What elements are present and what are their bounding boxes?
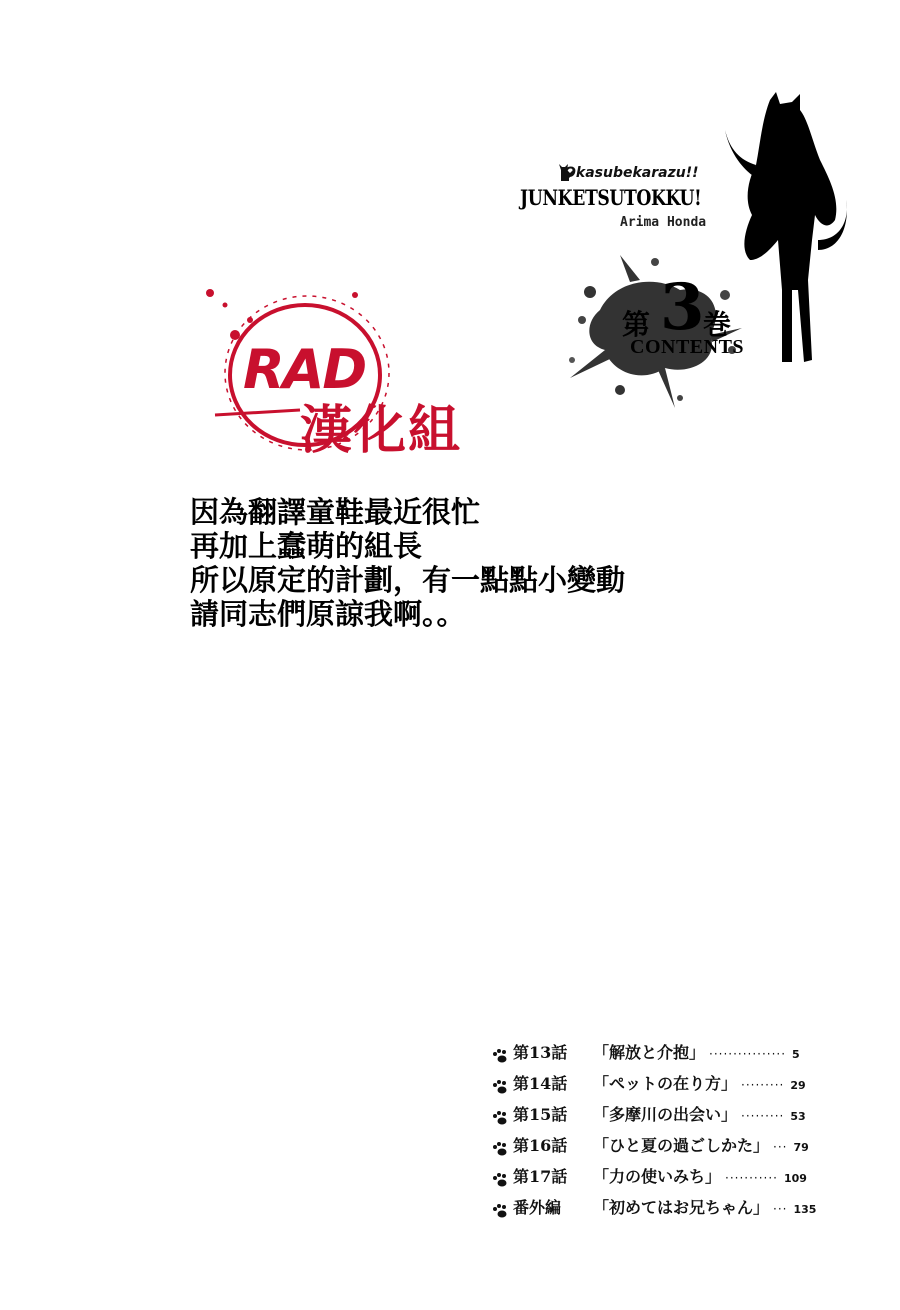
series-title-block xyxy=(500,165,730,245)
paw-icon xyxy=(492,1080,509,1094)
toc-entry xyxy=(492,1071,852,1102)
toc-entry-label: 第14話 xyxy=(513,1074,568,1093)
message-line: 因為翻譯童鞋最近很忙 xyxy=(190,495,481,529)
toc-entry-title: 「初めてはお兄ちゃん」 xyxy=(593,1198,770,1217)
toc-entry-page: 79 xyxy=(793,1141,809,1154)
toc-entry-label: 番外編 xyxy=(513,1198,562,1217)
paw-icon xyxy=(492,1111,509,1125)
toc-entry-leader: ··· xyxy=(773,1140,788,1154)
translator-message xyxy=(190,495,750,631)
contents-label: CONTENTS xyxy=(630,336,745,358)
toc-entry-leader: ··· xyxy=(773,1202,788,1216)
message-line: 再加上蠢萌的組長 xyxy=(190,529,423,563)
paw-icon xyxy=(492,1142,509,1156)
paw-icon xyxy=(492,1204,509,1218)
toc-entry-label: 第15話 xyxy=(513,1105,568,1124)
table-of-contents xyxy=(492,1040,852,1226)
toc-entry-title: 「解放と介抱」 xyxy=(593,1043,706,1062)
paw-icon xyxy=(492,1049,509,1063)
toc-entry-leader: ··········· xyxy=(725,1171,778,1185)
message-line: 請同志們原諒我啊。。 xyxy=(190,597,466,631)
series-title: JUNKETSUTOKKU! xyxy=(520,185,702,210)
message-line: 所以原定的計劃，有一點點小變動 xyxy=(190,563,626,597)
toc-entry-label: 第13話 xyxy=(513,1043,568,1062)
volume-number: 3 xyxy=(660,270,705,345)
toc-entry-page: 53 xyxy=(790,1110,806,1123)
toc-entry-title: 「ひと夏の過ごしかた」 xyxy=(593,1136,770,1155)
toc-entry-title: 「多摩川の出会い」 xyxy=(593,1105,738,1124)
character-silhouette xyxy=(700,90,860,380)
toc-entry xyxy=(492,1102,852,1133)
toc-entry-page: 29 xyxy=(790,1079,806,1092)
toc-entry-label: 第16話 xyxy=(513,1136,568,1155)
author-name: Arima Honda xyxy=(620,215,707,230)
series-subtitle: Okasubekarazu!! xyxy=(564,165,699,181)
toc-entry xyxy=(492,1040,852,1071)
toc-entry-page: 5 xyxy=(792,1048,800,1061)
volume-suffix: 巻 xyxy=(703,308,732,341)
toc-entry-leader: ········· xyxy=(741,1078,785,1092)
toc-entry-title: 「ペットの在り方」 xyxy=(593,1074,738,1093)
toc-entry-label: 第17話 xyxy=(513,1167,568,1186)
toc-entry-leader: ········· xyxy=(741,1109,785,1123)
toc-entry-title: 「力の使いみち」 xyxy=(593,1167,722,1186)
toc-entry-leader: ················ xyxy=(709,1047,787,1061)
group-logo-latin: RAD xyxy=(243,338,366,401)
toc-entry xyxy=(492,1164,852,1195)
group-logo-cjk: 漢化組 xyxy=(300,400,463,461)
paw-icon xyxy=(492,1173,509,1187)
volume-prefix: 第 xyxy=(622,308,651,341)
toc-entry-page: 135 xyxy=(793,1203,817,1216)
toc-entry xyxy=(492,1195,852,1226)
toc-entry xyxy=(492,1133,852,1164)
toc-entry-page: 109 xyxy=(783,1172,807,1185)
